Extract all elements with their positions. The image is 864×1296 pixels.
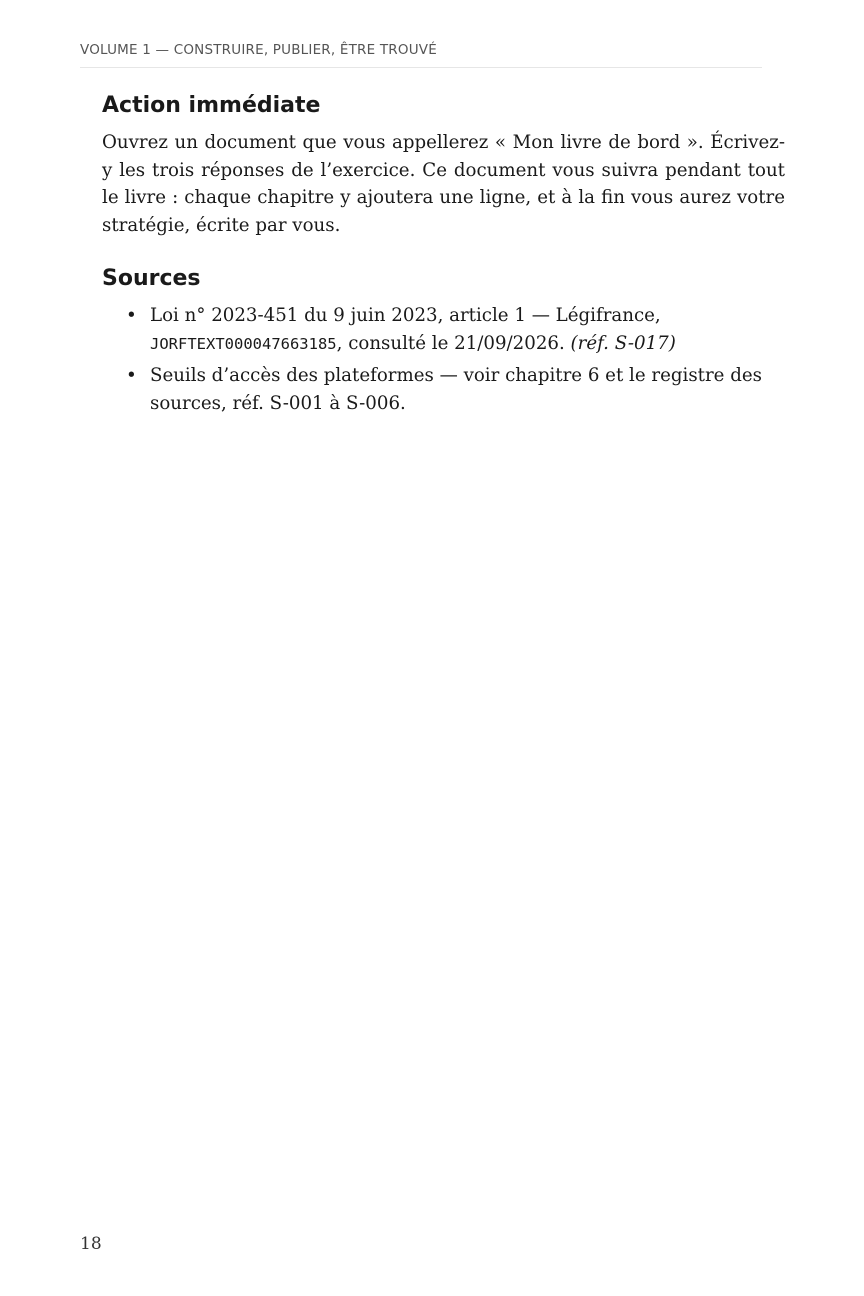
sources-heading: Sources [102, 266, 201, 291]
source-ref: (réf. S-017) [570, 332, 676, 354]
bullet-icon: • [126, 305, 137, 326]
page-content [102, 92, 785, 421]
action-heading: Action immédiate [102, 93, 321, 118]
source-text: Seuils d’accès des plateformes — voir chapitre 6 et le registre des sources, réf. S-001 à S-006. [150, 365, 762, 414]
page-number: 18 [80, 1234, 102, 1254]
action-paragraph: Ouvrez un document que vous appellerez « Mon livre de bord ». Écrivez-y les trois réponses de l’exercice. Ce document vous suivra pendant tout le livre : chaque chapitre y ajoutera une ligne, et à la fin vous aurez votre stratégie, écrite par vous. [102, 132, 785, 236]
sources-list [102, 302, 785, 417]
source-item [102, 362, 785, 417]
running-header: VOLUME 1 — CONSTRUIRE, PUBLIER, ÊTRE TROUVÉ [80, 42, 762, 68]
source-text: Loi n° 2023-451 du 9 juin 2023, article 1 — Légifrance, [150, 305, 661, 326]
source-code: JORFTEXT000047663185 [150, 334, 337, 353]
source-item [102, 302, 785, 358]
bullet-icon: • [126, 365, 137, 386]
source-text-after: , consulté le 21/09/2026. [336, 332, 571, 354]
